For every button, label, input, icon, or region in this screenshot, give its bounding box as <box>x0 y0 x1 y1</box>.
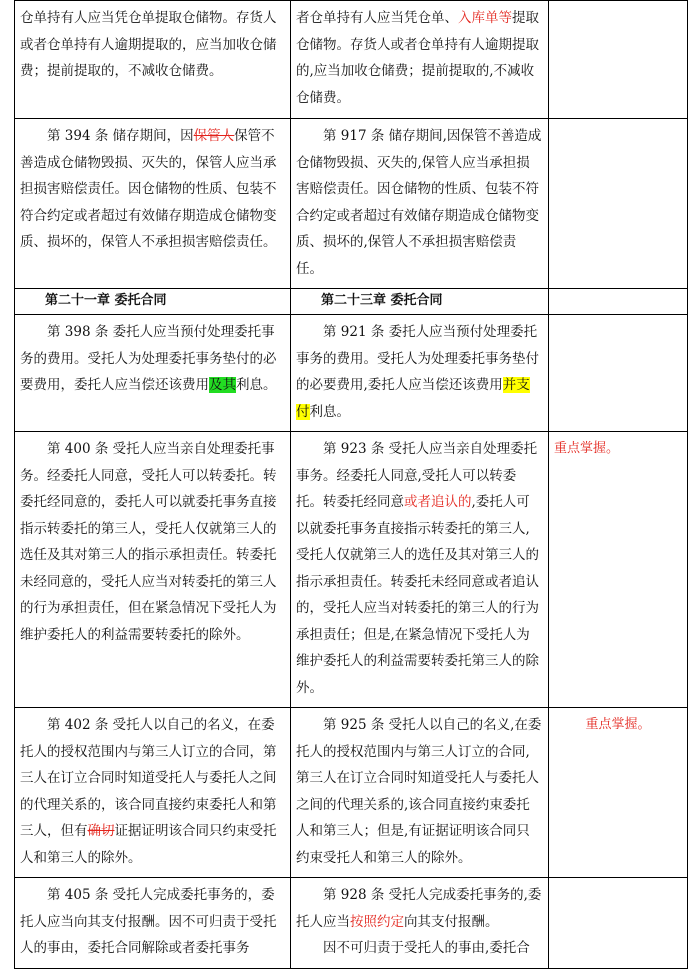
law-comparison-table <box>14 0 688 969</box>
note-cell <box>549 119 688 289</box>
highlighted-text: 并支付 <box>296 377 530 420</box>
old-text: 保管不善造成仓储物毁损、灭失的，保管人应当承担损害赔偿责任。因仓储物的性质、包装不符合约定或者超过有效储存期造成仓储物变质、损坏的，保管人不承担损害赔偿责任。 <box>20 128 277 250</box>
old-text: 证据证明该合同只约束受托人和第三人的除外。 <box>20 823 277 866</box>
new-text-cell <box>291 878 549 969</box>
new-text: 利息。 <box>309 403 350 420</box>
new-text: 第 925 条 受托人以自己的名义,在委托人的授权范围内与第三人订立的合同,第三人在订立合同时知道受托人与委托人之间的代理关系的,该合同直接约束委托人和第三人；但是,有证据证明该合同只约束受托人和第三人的除外。 <box>296 717 542 866</box>
new-text-cell <box>291 1 549 119</box>
new-chapter-heading: 第二十三章 委托合同 <box>291 289 549 315</box>
old-text: 第 400 条 受托人应当亲自处理委托事务。经委托人同意，受托人可以转委托。转委托经同意的，委托人可以就委托事务直接指示转委托的第三人，受托人仅就第三人的选任及其对第三人的指示承担责任。转委托未经同意的，受托人应当对转委托的第三人的行为承担责任，但在紧急情况下受托人为维护委托人的利益需要转委托的除外。 <box>20 441 277 643</box>
note-text: 重点掌握。 <box>585 717 651 732</box>
new-text-cell <box>291 708 549 878</box>
note-cell <box>549 432 688 708</box>
new-text: 第 923 条 受托人应当亲自处理委托事务。经委托人同意,受托人可以转委托。转委托经同意 <box>296 441 538 510</box>
old-text: 第 394 条 储存期间，因 <box>47 128 194 144</box>
new-text: 提取仓储物。存货人或者仓单持有人逾期提取的,应当加收仓储费；提前提取的,不减收仓储费。 <box>296 10 539 106</box>
new-text: 第 917 条 储存期间,因保管不善造成仓储物毁损、灭失的,保管人应当承担损害赔偿责任。因仓储物的性质、包装不符合约定或者超过有效储存期造成仓储物变质、损坏的,保管人不承担损害赔偿责任。 <box>296 128 542 277</box>
note-cell <box>549 289 688 315</box>
old-text-cell <box>15 1 291 119</box>
table-row <box>15 1 688 119</box>
new-paragraph <box>296 882 543 935</box>
table-row <box>15 708 688 878</box>
old-text-cell <box>15 708 291 878</box>
table-row <box>15 119 688 289</box>
old-text-cell <box>15 315 291 432</box>
old-text: 利息。 <box>236 377 277 393</box>
new-text-cell <box>291 432 549 708</box>
old-text: 第 398 条 委托人应当预付处理委托事务的费用。受托人为处理委托事务垫付的必要费用，委托人应当偿还该费用 <box>20 324 277 393</box>
new-text-cell <box>291 119 549 289</box>
added-text: 按照约定 <box>350 913 404 930</box>
old-text: 仓单持有人应当凭仓单提取仓储物。存货人或者仓单持有人逾期提取的，应当加收仓储费；提前提取的，不减收仓储费。 <box>20 10 277 79</box>
table-row <box>15 315 688 432</box>
table-row <box>15 878 688 969</box>
table-row <box>15 432 688 708</box>
note-cell <box>549 708 688 878</box>
note-cell <box>549 1 688 119</box>
new-text: 因不可归责于受托人的事由,委托合 <box>323 940 530 956</box>
added-text: 或者追认的 <box>404 494 472 510</box>
new-text: ,委托人可以就委托事务直接指示转委托的第三人,受托人仅就第三人的选任及其对第三人的指示承担责任。转委托未经同意或者追认的，受托人应当对转委托的第三人的行为承担责任；但是,在紧急情况下受托人为维护委托人的利益需要转委托第三人的除外。 <box>296 494 539 696</box>
added-text: 入库单等 <box>458 10 512 26</box>
new-text: 第 921 条 委托人应当预付处理委托事务的费用。受托人为处理委托事务垫付的必要费用,委托人应当偿还该费用 <box>296 324 539 393</box>
old-text: 第 402 条 受托人以自己的名义，在委托人的授权范围内与第三人订立的合同，第三人在订立合同时知道受托人与委托人之间的代理关系的，该合同直接约束委托人和第三人，但有 <box>20 717 277 839</box>
old-text-cell <box>15 119 291 289</box>
deleted-text: 保管人 <box>193 128 235 144</box>
old-chapter-heading: 第二十一章 委托合同 <box>15 289 291 315</box>
document-page <box>14 0 688 969</box>
new-text: 者仓单持有人应当凭仓单、 <box>296 10 458 26</box>
new-paragraph <box>296 935 543 962</box>
note-cell <box>549 878 688 969</box>
new-text: 向其支付报酬。 <box>404 913 499 930</box>
new-text: 第 928 条 受托人完成委托事务的,委托人应当 <box>296 887 542 930</box>
deleted-text: 确切 <box>87 823 115 839</box>
highlighted-text: 及其 <box>209 377 236 393</box>
note-cell <box>549 315 688 432</box>
new-text-cell <box>291 315 549 432</box>
old-text-cell <box>15 432 291 708</box>
note-text: 重点掌握。 <box>554 441 620 456</box>
old-text-cell <box>15 878 291 969</box>
chapter-row <box>15 289 688 315</box>
old-text: 第 405 条 受托人完成委托事务的，委托人应当向其支付报酬。因不可归责于受托人的事由，委托合同解除或者委托事务 <box>20 887 277 956</box>
